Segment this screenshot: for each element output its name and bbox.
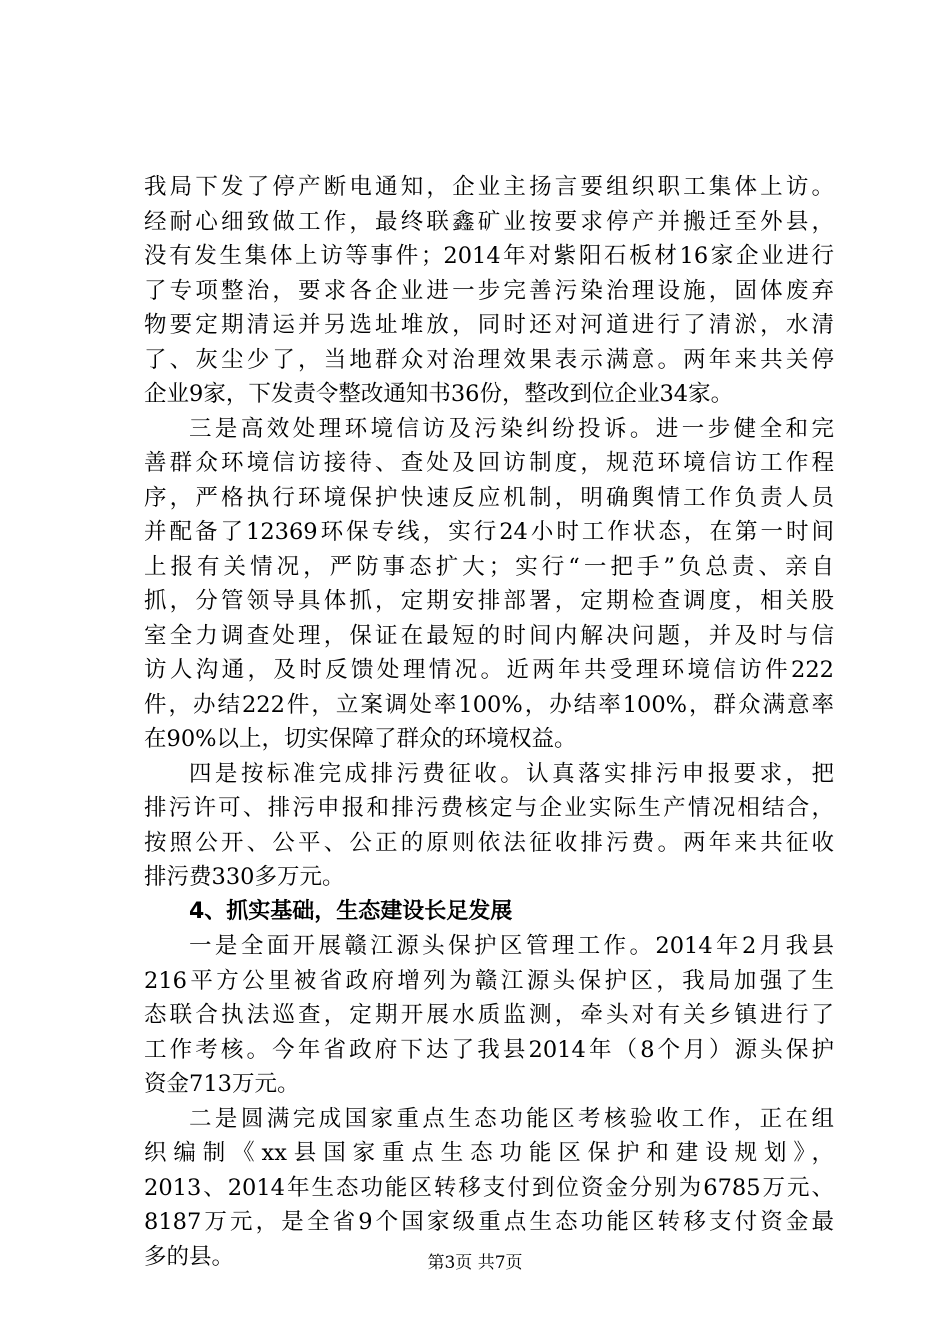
text-line: 善群众环境信访接待、查处及回访制度，规范环境信访工作程 <box>144 450 834 476</box>
text-line: 件，办结222件，立案调处率100%，办结率100%，群众满意率 <box>144 691 834 718</box>
paragraph-start-line: 二是圆满完成国家重点生态功能区考核验收工作，正在组 <box>189 1105 834 1132</box>
text-line: 排污费330多万元。 <box>144 864 345 890</box>
text-line: 没有发生集体上访等事件；2014年对紫阳石板材16家企业进行 <box>144 243 834 269</box>
paragraph-start-line: 一是全面开展赣江源头保护区管理工作。2014年2月我县 <box>189 933 834 959</box>
text-line: 企业9家，下发责令整改通知书36份，整改到位企业34家。 <box>144 381 734 407</box>
text-line: 上报有关情况，严防事态扩大；实行“一把手”负总责、亲自 <box>144 553 834 580</box>
text-line: 我局下发了停产断电通知，企业主扬言要组织职工集体上访。 <box>144 174 834 200</box>
text-line: 按照公开、公平、公正的原则依法征收排污费。两年来共征收 <box>144 829 834 856</box>
section-heading: 4、抓实基础，生态建设长足发展 <box>189 898 513 924</box>
page-number-footer: 第3页 共7页 <box>427 1253 523 1273</box>
text-line: 资金713万元。 <box>144 1071 300 1097</box>
text-line: 序，严格执行环境保护快速反应机制，明确舆情工作负责人员 <box>144 484 834 511</box>
text-line: 访人沟通，及时反馈处理情况。近两年共受理环境信访件222 <box>144 657 834 683</box>
text-line: 了、灰尘少了，当地群众对治理效果表示满意。两年来共关停 <box>144 346 834 373</box>
text-line: 工作考核。今年省政府下达了我县2014年（8个月）源头保护 <box>144 1036 834 1063</box>
text-line: 了专项整治，要求各企业进一步完善污染治理设施，固体废弃 <box>144 277 834 304</box>
text-line: 物要定期清运并另选址堆放，同时还对河道进行了清淤，水清 <box>144 312 834 338</box>
text-line: 抓，分管领导具体抓，定期安排部署，定期检查调度，相关股 <box>144 588 834 614</box>
text-line: 并配备了12369环保专线，实行24小时工作状态，在第一时间 <box>144 519 834 545</box>
text-line: 多的县。 <box>144 1243 235 1270</box>
document-body <box>144 170 834 1274</box>
text-line: 2013、2014年生态功能区转移支付到位资金分别为6785万元、 <box>144 1174 834 1201</box>
text-line: 排污许可、排污申报和排污费核定与企业实际生产情况相结合， <box>144 795 834 821</box>
text-line: 经耐心细致做工作，最终联鑫矿业按要求停产并搬迁至外县， <box>144 208 834 235</box>
paragraph-start-line: 三是高效处理环境信访及污染纠纷投诉。进一步健全和完 <box>189 415 834 442</box>
text-line: 216平方公里被省政府增列为赣江源头保护区，我局加强了生 <box>144 967 834 994</box>
text-line: 态联合执法巡查，定期开展水质监测，牵头对有关乡镇进行了 <box>144 1002 834 1028</box>
text-line: 织编制《xx县国家重点生态功能区保护和建设规划》， <box>144 1140 834 1166</box>
paragraph-start-line: 四是按标准完成排污费征收。认真落实排污申报要求，把 <box>189 760 834 787</box>
text-line: 室全力调查处理，保证在最短的时间内解决问题，并及时与信 <box>144 622 834 649</box>
text-line: 8187万元，是全省9个国家级重点生态功能区转移支付资金最 <box>144 1209 834 1235</box>
text-line: 在90%以上，切实保障了群众的环境权益。 <box>144 726 577 752</box>
